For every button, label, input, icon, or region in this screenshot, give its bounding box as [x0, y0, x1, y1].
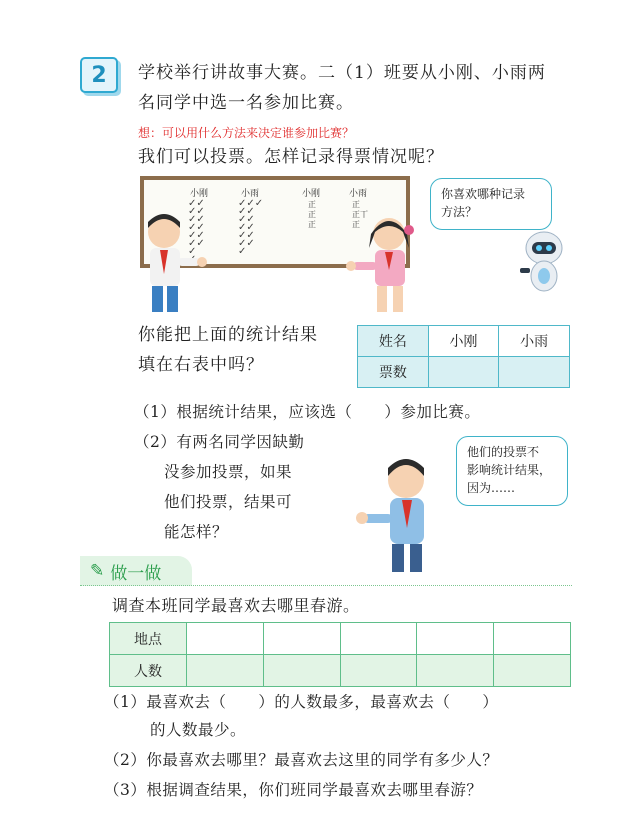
question-2-line2: 没参加投票，如果	[164, 463, 293, 481]
thinking-hint: 想：可以用什么方法来决定谁参加比赛？	[138, 126, 355, 140]
survey-instruction: 调查本班同学最喜欢去哪里春游。	[112, 596, 360, 615]
check-tally-icon: ✓✓ ✓✓ ✓✓ ✓✓ ✓✓ ✓✓ ✓	[188, 198, 205, 257]
question-2-line1: （2）有两名同学因缺勤	[134, 433, 305, 451]
survey-place-cell[interactable]	[187, 623, 264, 655]
problem-number-badge: 2	[80, 57, 118, 93]
survey-count-cell[interactable]	[263, 655, 340, 687]
practice-tab-label: 做一做	[110, 563, 162, 584]
girl-student-illustration	[345, 208, 425, 318]
survey-count-cell[interactable]	[417, 655, 494, 687]
robot-icon	[516, 228, 570, 294]
votes-xiaoyu-cell[interactable]	[499, 357, 570, 388]
question-2-line3: 他们投票，结果可	[164, 493, 293, 511]
survey-place-cell[interactable]	[494, 623, 571, 655]
survey-row-place-label: 地点	[110, 623, 187, 655]
table-row-votes-label: 票数	[358, 357, 429, 388]
practice-question-2: （2）你最喜欢去哪里？最喜欢去这里的同学有多少人？	[104, 751, 499, 769]
boy-explaining-illustration	[350, 452, 450, 574]
survey-count-cell[interactable]	[340, 655, 417, 687]
survey-place-cell[interactable]	[340, 623, 417, 655]
survey-place-cell[interactable]	[263, 623, 340, 655]
robot-speech-bubble	[430, 178, 552, 230]
board-name-xiaogang-left: 小刚	[190, 189, 209, 199]
vote-result-table	[357, 325, 570, 388]
practice-section-tab	[80, 556, 192, 586]
check-tally-icon: ✓✓✓ ✓✓ ✓✓ ✓✓ ✓✓ ✓✓ ✓	[238, 198, 264, 257]
problem-intro-line2: 名同学中选一名参加比赛。	[138, 93, 354, 113]
problem-intro-line1: 学校举行讲故事大赛。二（1）班要从小刚、小雨两	[138, 63, 546, 83]
fill-prompt-line1: 你能把上面的统计结果	[138, 325, 318, 345]
vote-question: 我们可以投票。怎样记录得票情况呢？	[138, 147, 444, 167]
zheng-tally-xiaogang: 正 正 正	[308, 200, 316, 229]
question-2-line4: 能怎样？	[164, 523, 229, 541]
board-name-xiaogang-right: 小刚	[302, 189, 321, 199]
survey-count-cell[interactable]	[187, 655, 264, 687]
table-header-xiaogang: 小刚	[428, 326, 499, 357]
question-1: （1）根据统计结果，应该选（ ）参加比赛。	[134, 403, 481, 421]
section-divider	[80, 585, 572, 586]
table-header-xiaoyu: 小雨	[499, 326, 570, 357]
robot-bubble-line2: 方法？	[441, 205, 478, 219]
practice-question-3: （3）根据调查结果，你们班同学最喜欢去哪里春游？	[104, 781, 483, 799]
boy-student-illustration	[132, 208, 212, 318]
practice-question-1-line1: （1）最喜欢去（ ）的人数最多，最喜欢去（ ）	[104, 693, 499, 711]
table-header-name: 姓名	[358, 326, 429, 357]
survey-table	[109, 622, 571, 687]
board-name-xiaoyu-right: 小雨	[349, 189, 368, 199]
board-name-xiaoyu-left: 小雨	[241, 189, 260, 199]
survey-count-cell[interactable]	[494, 655, 571, 687]
boy-bubble-line2: 影响统计结果，	[467, 463, 552, 477]
boy-bubble-line1: 他们的投票不	[467, 445, 540, 459]
zheng-tally-xiaoyu: 正 正丅 正	[352, 200, 368, 229]
robot-bubble-line1: 你喜欢哪种记录	[441, 187, 526, 201]
pencil-icon: ✎	[90, 561, 105, 581]
boy-speech-bubble	[456, 436, 568, 506]
votes-xiaogang-cell[interactable]	[428, 357, 499, 388]
fill-prompt-line2: 填在右表中吗？	[138, 355, 264, 375]
practice-question-1-line2: 的人数最少。	[150, 721, 247, 739]
survey-place-cell[interactable]	[417, 623, 494, 655]
survey-row-count-label: 人数	[110, 655, 187, 687]
boy-bubble-line3: 因为……	[467, 481, 516, 495]
